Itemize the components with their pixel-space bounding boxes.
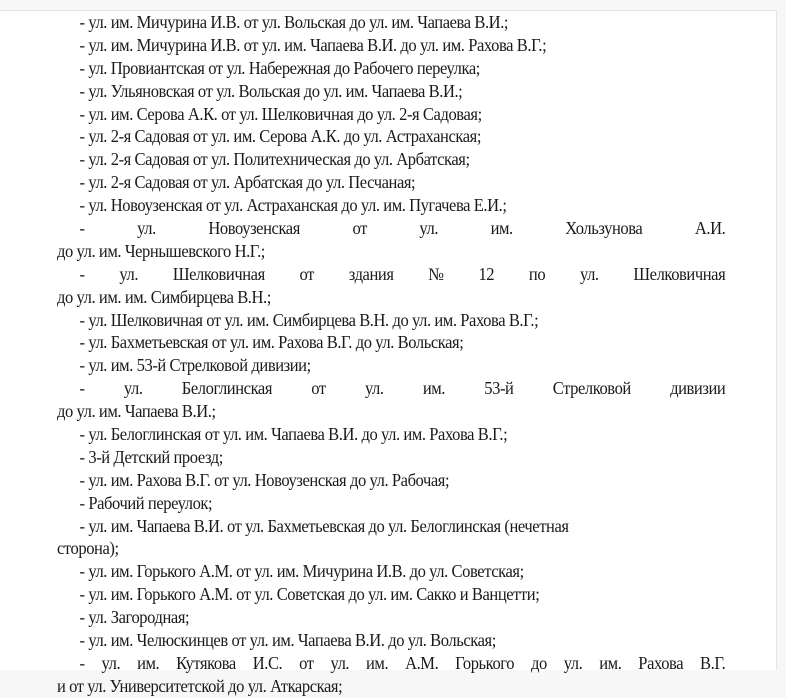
word: им. — [365, 652, 389, 673]
list-item-text: - ул. им. Рахова В.Г. от ул. Новоузенская до ул. Рабочая; — [79, 469, 450, 490]
word: № — [428, 263, 444, 284]
list-item-text: - ул. им. Челюскинцев от ул. им. Чапаева В.И. до ул. Вольская; — [79, 630, 496, 651]
word: А.И. — [694, 218, 726, 239]
list-item — [57, 57, 725, 80]
list-item-text: - ул. 2-я Садовая от ул. Политехническая до ул. Арбатская; — [79, 149, 470, 170]
word: Новоузенская — [208, 218, 300, 239]
list-item-continuation: до ул. им. им. Симбирцева В.Н.; — [57, 286, 271, 307]
list-item — [57, 125, 725, 148]
list-item — [57, 423, 725, 446]
list-item — [57, 34, 725, 57]
word: ул. — [123, 378, 143, 399]
list-item-justified-line — [57, 217, 725, 240]
word: - — [79, 652, 85, 673]
list-item-text: - ул. Белоглинская от ул. им. Чапаева В.И. до ул. им. Рахова В.Г.; — [79, 424, 508, 445]
list-item — [57, 331, 725, 354]
list-item-justified-line — [57, 377, 725, 400]
list-item — [57, 377, 725, 423]
list-item — [57, 263, 725, 309]
list-item — [57, 446, 725, 469]
list-item-text: - ул. Шелковичная от ул. им. Симбирцева В.Н. до ул. им. Рахова В.Г.; — [79, 309, 539, 330]
list-item-text: - ул. 2-я Садовая от ул. им. Серова А.К. до ул. Астраханская; — [79, 126, 482, 147]
word: Стрелковой — [552, 378, 631, 399]
word: им. — [599, 652, 622, 673]
list-item — [57, 103, 725, 126]
list-item-continuation: до ул. им. Чапаева В.И.; — [57, 401, 216, 422]
list-item — [57, 469, 725, 492]
word: - — [79, 378, 85, 399]
list-item-text: - ул. им. Чапаева В.И. от ул. Бахметьевская до ул. Белоглинская (нечетная — [79, 515, 569, 536]
word: Белоглинская — [181, 378, 273, 399]
word: от — [352, 218, 367, 239]
word: 53-й — [484, 378, 514, 399]
list-item — [57, 80, 725, 103]
word: от — [299, 263, 314, 284]
word: до — [530, 652, 547, 673]
word: дивизии — [670, 378, 726, 399]
word: от — [311, 378, 326, 399]
word: ул. — [579, 263, 599, 284]
list-item — [57, 515, 725, 561]
list-item-continuation: и от ул. Университетской до ул. Аткарская; — [57, 675, 343, 696]
word: ул. — [419, 218, 439, 239]
word: ул. — [101, 652, 121, 673]
word: Горького — [455, 652, 515, 673]
word: ул. — [563, 652, 583, 673]
word: от — [299, 652, 314, 673]
list-item-text: - ул. Загородная; — [79, 607, 190, 628]
document-page — [0, 10, 777, 696]
list-item — [57, 560, 725, 583]
word: ул. — [330, 652, 350, 673]
list-item-text: - ул. 2-я Садовая от ул. Арбатская до ул. Песчаная; — [79, 172, 416, 193]
list-item-justified-line — [57, 652, 725, 675]
list-item-text: - ул. им. 53-й Стрелковой дивизии; — [79, 355, 311, 376]
word: Кутякова — [176, 652, 236, 673]
word: ул. — [119, 263, 139, 284]
list-item — [57, 11, 725, 34]
word: им. — [137, 652, 160, 673]
word: 12 — [478, 263, 495, 284]
list-item-text: - ул. Провиантская от ул. Набережная до Рабочего переулка; — [79, 57, 480, 78]
list-item-text: - ул. Новоузенская от ул. Астраханская до ул. им. Пугачева Е.И.; — [79, 195, 507, 216]
list-item — [57, 629, 725, 652]
word: Шелковичная — [633, 263, 726, 284]
list-item — [57, 652, 725, 698]
list-item-text: - 3-й Детский проезд; — [79, 446, 223, 467]
word: А.М. — [405, 652, 439, 673]
word: Хользунова — [565, 218, 643, 239]
list-item — [57, 309, 725, 332]
list-item — [57, 606, 725, 629]
list-item — [57, 492, 725, 515]
word: - — [79, 218, 85, 239]
word: В.Г. — [700, 652, 726, 673]
list-item-text: - ул. Бахметьевская от ул. им. Рахова В.Г. до ул. Вольская; — [79, 332, 464, 353]
word: здания — [348, 263, 394, 284]
list-item-continuation: до ул. им. Чернышевского Н.Г.; — [57, 240, 265, 261]
word: ул. — [364, 378, 384, 399]
list-item — [57, 217, 725, 263]
word: по — [528, 263, 546, 284]
word: Рахова — [638, 652, 684, 673]
list-item — [57, 354, 725, 377]
list-item-text: - ул. им. Горького А.М. от ул. Советская до ул. им. Сакко и Ванцетти; — [79, 584, 540, 605]
list-item — [57, 583, 725, 606]
word: - — [79, 263, 85, 284]
word: им. — [490, 218, 513, 239]
list-item-justified-line — [57, 263, 725, 286]
list-item-text: - ул. им. Горького А.М. от ул. им. Мичурина И.В. до ул. Советская; — [79, 561, 524, 582]
list-item-continuation: сторона); — [57, 538, 119, 559]
word: И.С. — [252, 652, 283, 673]
street-list — [57, 11, 725, 698]
list-item-text: - ул. им. Мичурина И.В. от ул. им. Чапаева В.И. до ул. им. Рахова В.Г.; — [79, 34, 547, 55]
word: ул. — [137, 218, 156, 239]
list-item-text: - ул. Ульяновская от ул. Вольская до ул. им. Чапаева В.И.; — [79, 80, 463, 101]
list-item — [57, 194, 725, 217]
word: им. — [422, 378, 446, 399]
list-item — [57, 148, 725, 171]
list-item-text: - ул. им. Серова А.К. от ул. Шелковичная до ул. 2-я Садовая; — [79, 103, 482, 124]
list-item — [57, 171, 725, 194]
word: Шелковичная — [172, 263, 265, 284]
list-item-text: - ул. им. Мичурина И.В. от ул. Вольская до ул. им. Чапаева В.И.; — [79, 12, 509, 32]
list-item-text: - Рабочий переулок; — [79, 492, 213, 513]
